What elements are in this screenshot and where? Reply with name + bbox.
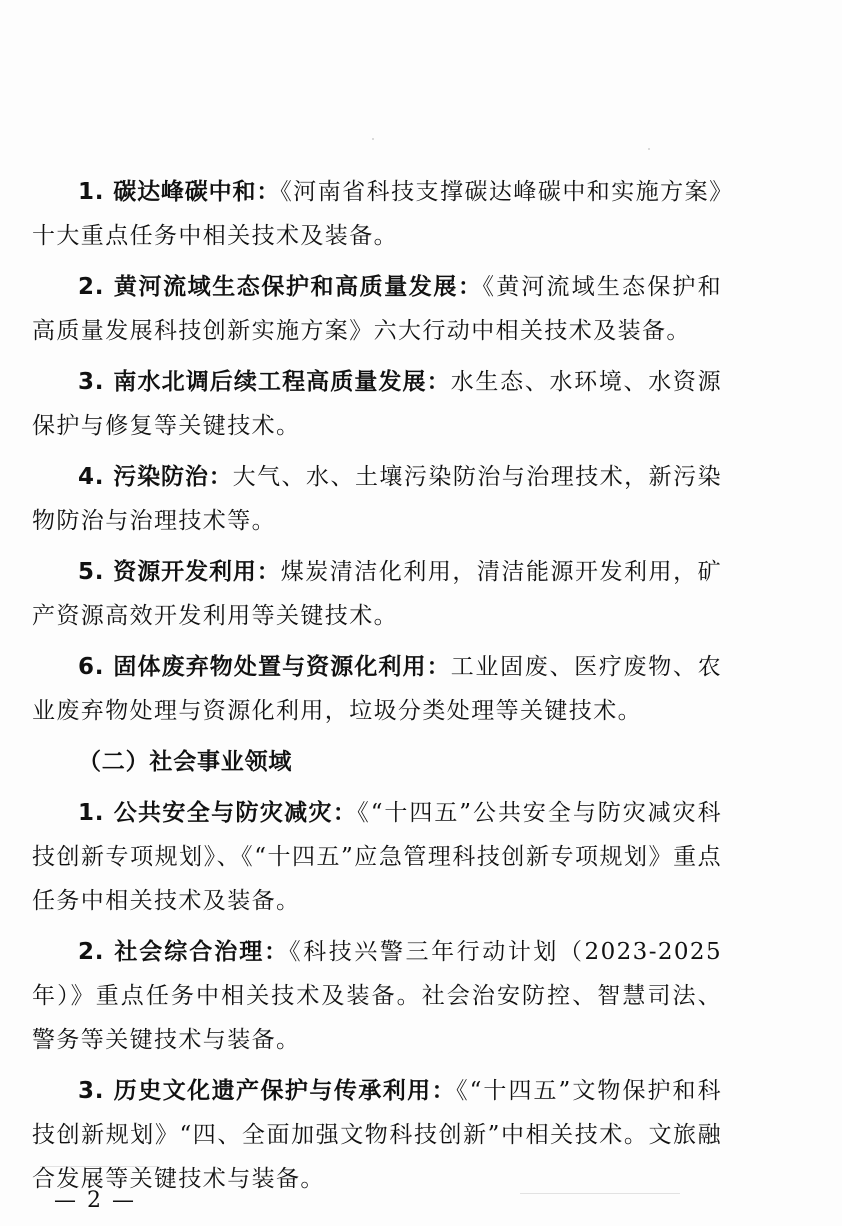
item-carbon-neutrality: 1. 碳达峰碳中和：《河南省科技支撑碳达峰碳中和实施方案》十大重点任务中相关技术及装备。 [32,179,723,249]
item-pollution-control: 4. 污染防治：大气、水、土壤污染防治与治理技术，新污染物防治与治理技术等。 [32,464,722,534]
item-resource-development: 5. 资源开发利用：煤炭清洁化利用，清洁能源开发利用，矿产资源高效开发利用等关键技术。 [32,559,723,629]
scan-artifact [648,148,650,150]
item-solid-waste: 6. 固体废弃物处置与资源化利用：工业固废、医疗废物、农业废弃物处理与资源化利用，垃圾分类处理等关键技术。 [32,654,722,724]
item-yellow-river: 2. 黄河流域生态保护和高质量发展：《黄河流域生态保护和高质量发展科技创新实施方案》六大行动中相关技术及装备。 [32,274,722,344]
item-cultural-heritage: 3. 历史文化遗产保护与传承利用：《“十四五”文物保护和科技创新规划》“四、全面加强文物科技创新”中相关技术。文旅融合发展等关键技术与装备。 [32,1078,722,1192]
section-heading: （二）社会事业领域 [78,749,293,775]
document-body [32,170,722,1208]
page-number: — 2 — [54,1188,136,1213]
item-public-safety: 1. 公共安全与防灾减灾：《“十四五”公共安全与防灾减灾科技创新专项规划》、《“十四五”应急管理科技创新专项规划》重点任务中相关技术及装备。 [32,800,722,914]
item-south-north-water: 3. 南水北调后续工程高质量发展：水生态、水环境、水资源保护与修复等关键技术。 [32,369,722,439]
scan-artifact [372,138,374,140]
item-social-governance: 2. 社会综合治理：《科技兴警三年行动计划（2023-2025年）》重点任务中相关技术及装备。社会治安防控、智慧司法、警务等关键技术与装备。 [32,939,722,1053]
